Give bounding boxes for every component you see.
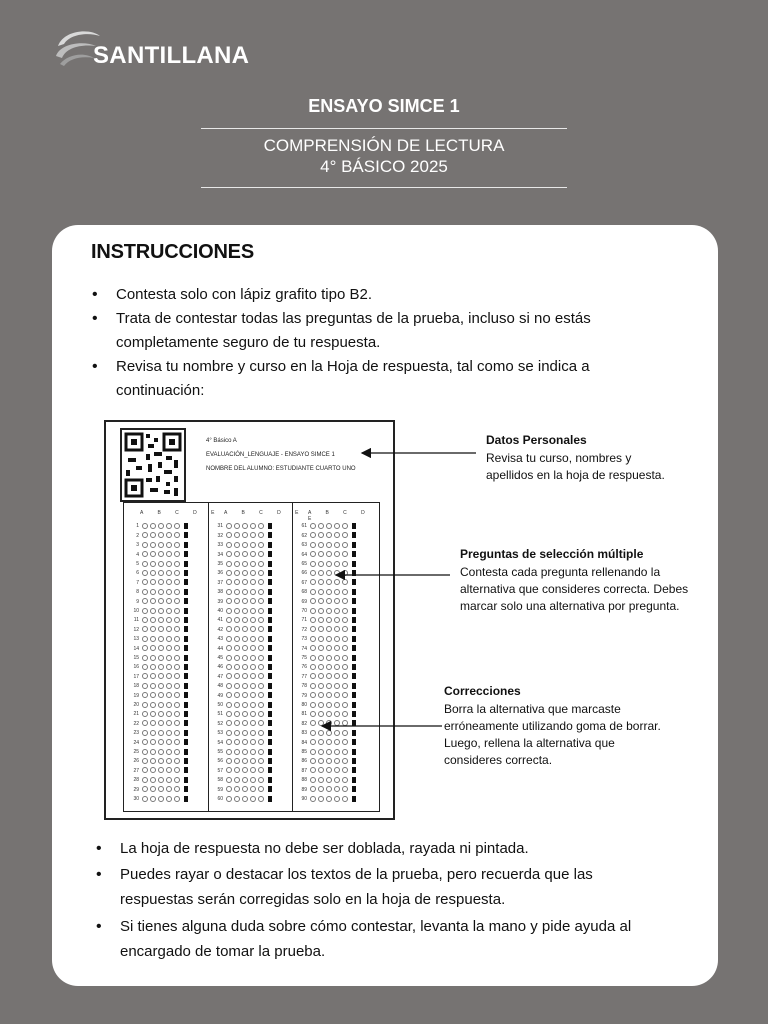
answer-row: 7 (127, 579, 188, 588)
answer-row: 45 (211, 655, 272, 664)
bullet-item: • Si tienes alguna duda sobre cómo contestar, levanta la mano y pide ayuda al (96, 918, 632, 935)
answer-grid (123, 502, 380, 812)
answer-row: 17 (127, 673, 188, 682)
qr-code-icon (120, 428, 186, 502)
answer-row: 90 (295, 796, 356, 805)
bullet-item: • Puedes rayar o destacar los textos de la prueba, pero recuerda que las (96, 866, 593, 883)
sheet-student-name: NOMBRE DEL ALUMNO: ESTUDIANTE CUARTO UNO (206, 466, 356, 472)
answer-row: 74 (295, 645, 356, 654)
bullet-item: • Contesta solo con lápiz grafito tipo B2. (92, 286, 372, 303)
options-header: A B C D E (224, 510, 306, 516)
answer-row: 4 (127, 551, 188, 560)
answer-row: 37 (211, 579, 272, 588)
answer-row: 3 (127, 542, 188, 551)
answer-row: 82 (295, 720, 356, 729)
answer-row: 44 (211, 645, 272, 654)
bullet-continuation: encargado de tomar la prueba. (120, 943, 326, 960)
answer-row: 14 (127, 645, 188, 654)
answer-row: 59 (211, 786, 272, 795)
answer-row: 30 (127, 796, 188, 805)
options-header: A B C D E (140, 510, 222, 516)
bullet-continuation: respuestas serán corregidas solo en la hoja de respuesta. (120, 891, 506, 908)
options-header: A B C D E (308, 510, 372, 522)
answer-row: 73 (295, 636, 356, 645)
answer-row: 21 (127, 711, 188, 720)
instructions-card (52, 225, 718, 986)
answer-row: 42 (211, 626, 272, 635)
answer-row: 57 (211, 767, 272, 776)
answer-row: 13 (127, 636, 188, 645)
answer-row: 39 (211, 598, 272, 607)
annotation-datos-title: Datos Personales (486, 433, 587, 447)
annotation-correcciones-line: Borra la alternativa que marcaste (444, 702, 621, 716)
answer-row: 23 (127, 730, 188, 739)
answer-row: 18 (127, 683, 188, 692)
answer-row: 26 (127, 758, 188, 767)
answer-row: 1 (127, 523, 188, 532)
answer-row: 79 (295, 692, 356, 701)
answer-row: 48 (211, 683, 272, 692)
answer-row: 55 (211, 749, 272, 758)
answer-row: 86 (295, 758, 356, 767)
answer-row: 8 (127, 589, 188, 598)
answer-row: 16 (127, 664, 188, 673)
divider (201, 187, 567, 188)
answer-row: 87 (295, 767, 356, 776)
answer-row: 78 (295, 683, 356, 692)
answer-row: 61 (295, 523, 356, 532)
answer-row: 60 (211, 796, 272, 805)
exam-title: ENSAYO SIMCE 1 (308, 96, 460, 116)
divider (201, 128, 567, 129)
answer-row: 36 (211, 570, 272, 579)
answer-row: 76 (295, 664, 356, 673)
answer-row: 49 (211, 692, 272, 701)
answer-row: 81 (295, 711, 356, 720)
annotation-correcciones-line: Luego, rellena la alternativa que (444, 736, 615, 750)
annotation-correcciones-title: Correcciones (444, 684, 521, 698)
annotation-preguntas-line: marcar solo una alternativa por pregunta. (460, 599, 680, 613)
answer-row: 43 (211, 636, 272, 645)
answer-row: 46 (211, 664, 272, 673)
answer-row: 70 (295, 608, 356, 617)
answer-row: 88 (295, 777, 356, 786)
answer-row: 51 (211, 711, 272, 720)
annotation-preguntas-line: alternativa que consideres correcta. Debes (460, 582, 689, 596)
answer-row: 89 (295, 786, 356, 795)
answer-row: 75 (295, 655, 356, 664)
bullet-continuation: completamente seguro de tu respuesta. (116, 334, 381, 351)
answer-row: 58 (211, 777, 272, 786)
answer-row: 5 (127, 561, 188, 570)
answer-row: 62 (295, 532, 356, 541)
annotation-preguntas-line: Contesta cada pregunta rellenando la (460, 565, 661, 579)
answer-row: 25 (127, 749, 188, 758)
answer-row: 47 (211, 673, 272, 682)
answer-row: 54 (211, 739, 272, 748)
answer-row: 20 (127, 702, 188, 711)
answer-row: 77 (295, 673, 356, 682)
answer-sheet-image (104, 420, 395, 820)
answer-row: 84 (295, 739, 356, 748)
answer-row: 72 (295, 626, 356, 635)
annotation-datos-line: apellidos en la hoja de respuesta. (486, 468, 665, 482)
answer-row: 53 (211, 730, 272, 739)
answer-row: 34 (211, 551, 272, 560)
bullet-item: • Revisa tu nombre y curso en la Hoja de respuesta, tal como se indica a (92, 358, 590, 375)
annotation-datos-line: Revisa tu curso, nombres y (486, 451, 632, 465)
answer-row: 41 (211, 617, 272, 626)
answer-row: 32 (211, 532, 272, 541)
answer-row: 9 (127, 598, 188, 607)
subject-title: COMPRENSIÓN DE LECTURA (263, 136, 505, 155)
answer-row: 28 (127, 777, 188, 786)
answer-row: 38 (211, 589, 272, 598)
answer-row: 80 (295, 702, 356, 711)
answer-row: 10 (127, 608, 188, 617)
answer-row: 40 (211, 608, 272, 617)
answer-row: 24 (127, 739, 188, 748)
answer-row: 69 (295, 598, 356, 607)
answer-row: 50 (211, 702, 272, 711)
annotation-correcciones-line: erróneamente utilizando goma de borrar. (444, 719, 661, 733)
answer-row: 31 (211, 523, 272, 532)
answer-row: 64 (295, 551, 356, 560)
answer-row: 27 (127, 767, 188, 776)
answer-row: 67 (295, 579, 356, 588)
answer-row: 6 (127, 570, 188, 579)
answer-row: 68 (295, 589, 356, 598)
answer-row: 12 (127, 626, 188, 635)
sheet-evaluation: EVALUACIÓN_LENGUAJE - ENSAYO SIMCE 1 (206, 452, 335, 458)
bullet-continuation: continuación: (116, 382, 205, 399)
answer-row: 66 (295, 570, 356, 579)
answer-row: 83 (295, 730, 356, 739)
answer-row: 85 (295, 749, 356, 758)
answer-row: 19 (127, 692, 188, 701)
grade-title: 4° BÁSICO 2025 (320, 157, 448, 176)
answer-row: 63 (295, 542, 356, 551)
brand-name: SANTILLANA (93, 42, 250, 69)
annotation-preguntas-title: Preguntas de selección múltiple (460, 547, 644, 561)
answer-row: 15 (127, 655, 188, 664)
answer-row: 2 (127, 532, 188, 541)
bullet-item: • Trata de contestar todas las preguntas de la prueba, incluso si no estás (92, 310, 591, 327)
answer-row: 65 (295, 561, 356, 570)
answer-row: 52 (211, 720, 272, 729)
sheet-course: 4° Básico A (206, 438, 237, 444)
answer-row: 35 (211, 561, 272, 570)
answer-row: 11 (127, 617, 188, 626)
answer-row: 71 (295, 617, 356, 626)
answer-row: 56 (211, 758, 272, 767)
answer-row: 33 (211, 542, 272, 551)
answer-row: 29 (127, 786, 188, 795)
answer-row: 22 (127, 720, 188, 729)
bullet-item: • La hoja de respuesta no debe ser doblada, rayada ni pintada. (96, 840, 529, 857)
annotation-correcciones-line: consideres correcta. (444, 753, 553, 767)
instructions-title: INSTRUCCIONES (91, 241, 254, 263)
